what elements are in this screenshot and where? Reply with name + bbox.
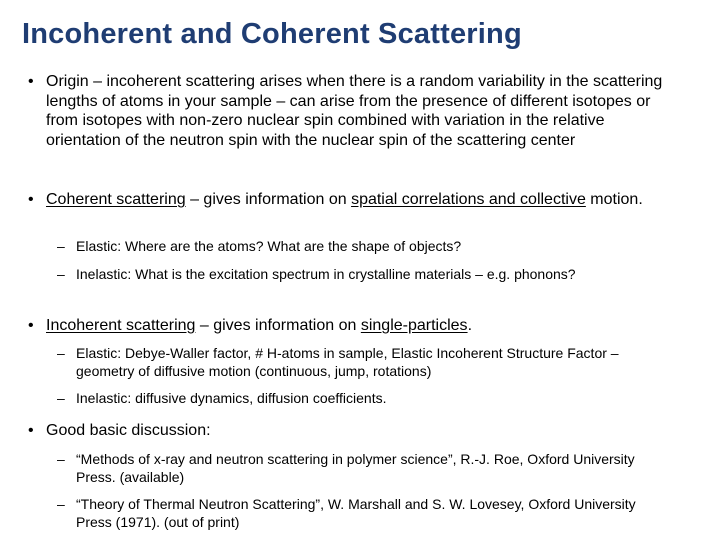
discussion-text: Good basic discussion: [46,422,211,439]
incoherent-mid: – gives information on [195,317,361,334]
coherent-item-elastic [57,237,667,255]
dash-marker: – [57,451,65,467]
dash-marker: – [57,496,65,512]
coherent-term: Coherent scattering [46,191,186,208]
incoherent-link: single-particles [360,317,468,334]
reference-text: “Methods of x-ray and neutron scattering in polymer science”, R.-J. Roe, Oxford University Press. (available) [76,451,635,485]
dash-marker: – [57,345,65,361]
coherent-link: spatial correlations and collective [351,191,586,208]
coherent-mid: – gives information on [185,191,352,208]
dash-marker: – [57,390,65,406]
bullet-incoherent [28,316,678,336]
bullet-coherent [28,190,678,210]
incoherent-end: . [467,317,473,334]
bullet-marker: • [28,73,34,90]
reference-roe [57,450,667,486]
bullet-discussion [28,421,678,441]
dash-marker: – [57,238,65,254]
coherent-text [46,190,678,210]
incoherent-item-inelastic [57,389,667,407]
reference-marshall [57,495,667,531]
incoherent-item-text: Elastic: Debye-Waller factor, # H-atoms in sample, Elastic Incoherent Structure Factor – geometry of diffusive motion (continuous, jump, rotations) [76,345,619,379]
coherent-item-inelastic [57,265,667,283]
bullet-marker: • [28,191,34,208]
bullet-origin [28,72,678,150]
coherent-item-text: Elastic: Where are the atoms? What are the shape of objects? [76,238,462,254]
dash-marker: – [57,266,65,282]
incoherent-text [46,316,678,336]
reference-text: “Theory of Thermal Neutron Scattering”, W. Marshall and S. W. Lovesey, Oxford University Press (1971). (out of print) [76,496,636,530]
origin-text: Origin – incoherent scattering arises when there is a random variability in the scattering lengths of atoms in your sample – can arise from the presence of different isotopes or from isotopes with non-zero nuclear spin combined with variation in the relative orientation of the neutron spin with the nuclear spin of the scattering center [46,73,663,149]
bullet-marker: • [28,317,34,334]
bullet-marker: • [28,422,34,439]
incoherent-item-elastic [57,344,667,380]
incoherent-item-text: Inelastic: diffusive dynamics, diffusion coefficients. [76,390,387,406]
incoherent-term: Incoherent scattering [46,317,196,334]
coherent-end: motion. [585,191,643,208]
coherent-item-text: Inelastic: What is the excitation spectrum in crystalline materials – e.g. phonons? [76,266,576,282]
slide-title: Incoherent and Coherent Scattering [22,18,522,50]
